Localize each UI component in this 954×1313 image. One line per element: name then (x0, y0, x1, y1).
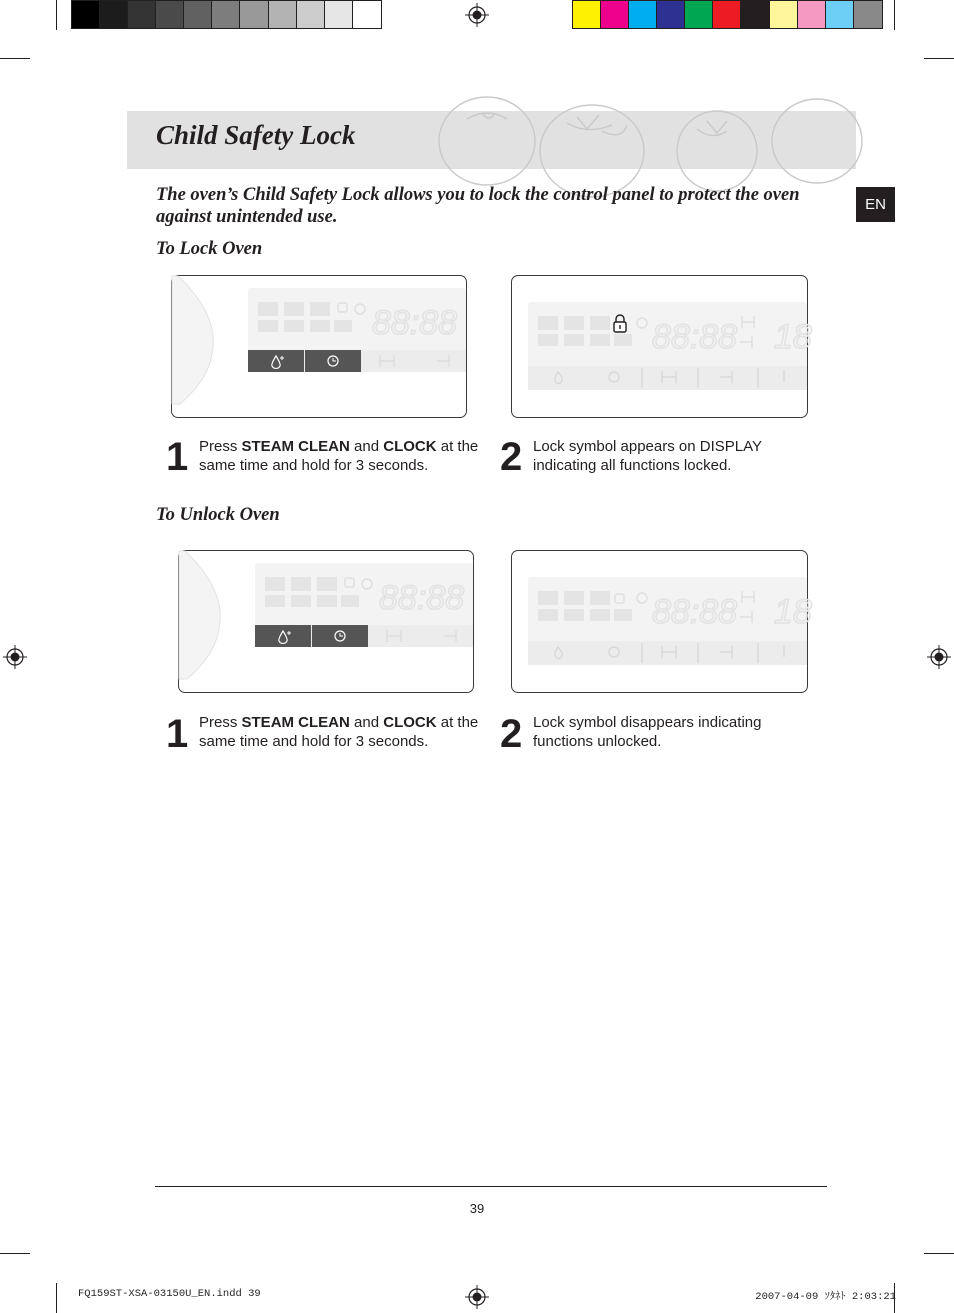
control-panel-illustration (511, 550, 812, 693)
tomato-watermark-icon (427, 111, 856, 169)
crop-mark (894, 0, 895, 30)
step-number: 1 (166, 712, 189, 756)
step-number: 1 (166, 435, 189, 479)
section-heading-unlock: To Unlock Oven (156, 505, 280, 525)
language-tab: EN (856, 187, 895, 222)
color-strip (572, 0, 883, 29)
color-swatch (128, 1, 156, 28)
svg-text:88:88: 88:88 (372, 304, 458, 342)
clock-label: CLOCK (383, 438, 437, 455)
crop-mark (0, 58, 30, 59)
svg-text:88:88: 88:88 (652, 593, 738, 631)
slug-filename: FQ159ST-XSA-03150U_EN.indd 39 (78, 1288, 261, 1300)
color-swatch (713, 1, 741, 28)
step-instruction: Lock symbol disappears indicating functions unlocked. (533, 714, 762, 750)
color-swatch (770, 1, 798, 28)
crop-mark (924, 1253, 954, 1254)
color-swatch (325, 1, 353, 28)
color-swatch (100, 1, 128, 28)
footer-divider (155, 1186, 827, 1187)
control-panel-illustration (178, 550, 474, 693)
intro-paragraph: The oven’s Child Safety Lock allows you to lock the control panel to protect the oven against unintended use. (156, 185, 800, 227)
steam-clean-label: STEAM CLEAN (241, 714, 350, 731)
control-panel-illustration (511, 275, 812, 418)
color-swatch (826, 1, 854, 28)
color-swatch (269, 1, 297, 28)
crop-mark (56, 1283, 57, 1313)
crop-mark (0, 1253, 30, 1254)
step-number: 2 (500, 712, 523, 756)
registration-crosshair-icon (465, 3, 489, 27)
color-swatch (573, 1, 601, 28)
crop-mark (924, 58, 954, 59)
control-panel-illustration (171, 275, 467, 418)
color-swatch (685, 1, 713, 28)
color-swatch (601, 1, 629, 28)
step-instruction: Press STEAM CLEAN and CLOCK at the same time and hold for 3 seconds. (199, 714, 479, 750)
registration-crosshair-icon (3, 645, 27, 669)
color-swatch (657, 1, 685, 28)
step-instruction: Lock symbol appears on DISPLAY indicating all functions locked. (533, 438, 762, 474)
page-number: 39 (469, 1201, 485, 1216)
slug-timestamp: 2007-04-09 ｿﾀﾈﾄ 2:03:21 (755, 1291, 896, 1303)
section-heading-lock: To Lock Oven (156, 239, 263, 259)
clock-label: CLOCK (383, 714, 437, 731)
page-title: Child Safety Lock (156, 120, 356, 150)
color-swatch (72, 1, 100, 28)
color-swatch (798, 1, 826, 28)
registration-crosshair-icon (927, 645, 951, 669)
grayscale-strip (71, 0, 382, 29)
color-swatch (156, 1, 184, 28)
svg-text:88:88: 88:88 (379, 579, 465, 617)
crop-mark (56, 0, 57, 30)
color-swatch (741, 1, 769, 28)
color-swatch (854, 1, 882, 28)
svg-text:88:88: 88:88 (652, 318, 738, 356)
steam-clean-label: STEAM CLEAN (241, 438, 350, 455)
color-swatch (353, 1, 381, 28)
color-swatch (184, 1, 212, 28)
title-banner (127, 111, 856, 169)
color-swatch (212, 1, 240, 28)
svg-text:18: 18 (774, 318, 812, 356)
step-instruction: Press STEAM CLEAN and CLOCK at the same time and hold for 3 seconds. (199, 438, 479, 474)
color-swatch (629, 1, 657, 28)
svg-text:18: 18 (774, 593, 812, 631)
color-swatch (240, 1, 268, 28)
color-swatch (297, 1, 325, 28)
registration-crosshair-icon (465, 1285, 489, 1309)
step-number: 2 (500, 435, 523, 479)
